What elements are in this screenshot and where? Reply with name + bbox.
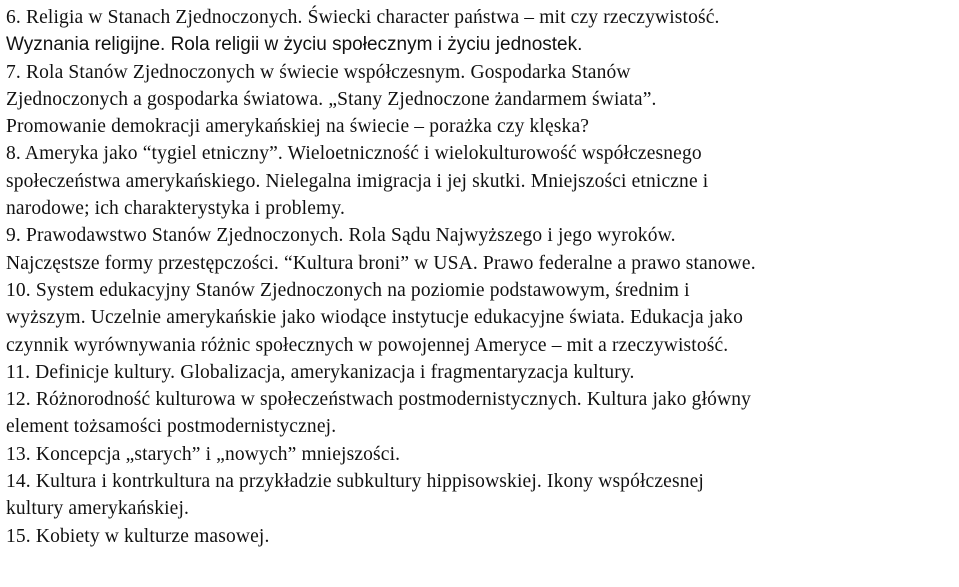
text-line: 14. Kultura i kontrkultura na przykładzie subkultury hippisowskiej. Ikony współczesnej (6, 471, 704, 493)
text-line: narodowe; ich charakterystyka i problemy. (6, 198, 345, 220)
text-line: 6. Religia w Stanach Zjednoczonych. Świecki character państwa – mit czy rzeczywistość. (6, 7, 720, 28)
text-line: 13. Koncepcja „starych” i „nowych” mniejszości. (6, 443, 401, 465)
text-line: 10. System edukacyjny Stanów Zjednoczonych na poziomie podstawowym, średnim i (6, 279, 690, 301)
text-line: Najczęstsze formy przestępczości. “Kultura broni” w USA. Prawo federalne a prawo stanowe. (6, 252, 756, 274)
text-line: 8. Ameryka jako “tygiel etniczny”. Wieloetniczność i wielokulturowość współczesnego (6, 143, 702, 165)
text-line: Zjednoczonych a gospodarka światowa. „Stany Zjednoczone żandarmem świata”. (6, 88, 657, 110)
text-line: 12. Różnorodność kulturowa w społeczeństwach postmodernistycznych. Kultura jako główny (6, 389, 752, 411)
text-line: Wyznania religijne. Rola religii w życiu społecznym i życiu jednostek. (6, 34, 583, 56)
text-line: czynnik wyrównywania różnic społecznych w powojennej Ameryce – mit a rzeczywistość. (6, 334, 729, 356)
document-body (6, 4, 956, 550)
text-line: kultury amerykańskiej. (6, 498, 190, 520)
text-line: Promowanie demokracji amerykańskiej na świecie – porażka czy klęska? (6, 116, 590, 138)
text-line: wyższym. Uczelnie amerykańskie jako wiodące instytucje edukacyjne świata. Edukacja jako (6, 307, 743, 329)
text-line: społeczeństwa amerykańskiego. Nielegalna imigracja i jej skutki. Mniejszości etniczne i (6, 170, 709, 192)
text-line: 15. Kobiety w kulturze masowej. (6, 525, 270, 547)
text-line: 11. Definicje kultury. Globalizacja, amerykanizacja i fragmentaryzacja kultury. (6, 361, 635, 383)
text-line: 9. Prawodawstwo Stanów Zjednoczonych. Rola Sądu Najwyższego i jego wyroków. (6, 225, 676, 247)
text-line: element tożsamości postmodernistycznej. (6, 416, 337, 438)
text-line: 7. Rola Stanów Zjednoczonych w świecie współczesnym. Gospodarka Stanów (6, 61, 631, 83)
